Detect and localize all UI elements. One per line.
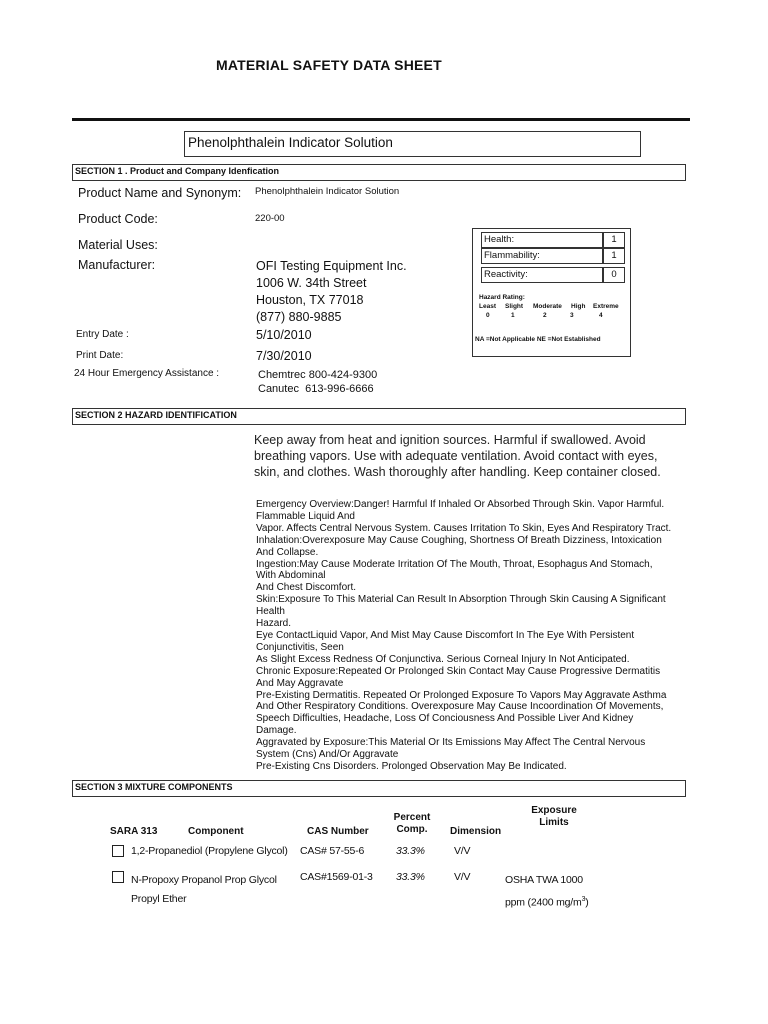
rating-level-moderate: Moderate (533, 303, 562, 310)
overview-line: And Other Respiratory Conditions. Overexposure May Cause Incoordination Of Movements, (256, 701, 664, 713)
health-label: Health: (484, 234, 515, 245)
health-value-cell (603, 232, 625, 248)
col-header-component: Component (188, 826, 244, 837)
overview-line: Pre-Existing Dermatitis. Repeated Or Prolonged Exposure To Vapors May Aggravate Asthma (256, 689, 667, 701)
entry-date-value: 5/10/2010 (256, 328, 312, 342)
overview-line: Pre-Existing Cns Disorders. Prolonged Observation May Be Indicated. (256, 760, 567, 772)
rating-number-2: 2 (543, 312, 547, 319)
entry-date-label: Entry Date : (76, 329, 129, 340)
overview-line: Emergency Overview:Danger! Harmful If Inhaled Or Absorbed Through Skin. Vapor Harmful. (256, 499, 665, 510)
hazard-rating-title: Hazard Rating: (479, 294, 525, 301)
row2-component-line2: Propyl Ether (131, 893, 187, 905)
section2-header (72, 408, 686, 425)
row2-percent: 33.3% (396, 871, 425, 883)
overview-line: And May Aggravate (256, 677, 344, 689)
row2-cas: CAS#1569-01-3 (300, 871, 373, 883)
rating-level-least: Least (479, 303, 496, 310)
reactivity-value: 0 (611, 269, 617, 280)
overview-line: Aggravated by Exposure:This Material Or Its Emissions May Affect The Central Nervous (256, 737, 646, 749)
section3-header-text: SECTION 3 MIXTURE COMPONENTS (75, 782, 233, 792)
row2-exposure-line2 (505, 890, 589, 913)
flammability-label: Flammability: (484, 250, 540, 261)
rating-number-4: 4 (599, 312, 603, 319)
col-header-exposure: Exposure Limits (531, 805, 577, 828)
rating-level-extreme: Extreme (593, 303, 619, 310)
material-uses-label: Material Uses: (78, 238, 158, 252)
product-code-value: 220-00 (255, 213, 285, 224)
overview-line: As Slight Excess Redness Of Conjunctiva. Serious Corneal Injury In Not Anticipated. (256, 653, 630, 665)
health-value: 1 (611, 234, 617, 245)
row1-component: 1,2-Propanediol (Propylene Glycol) (131, 845, 288, 857)
col-header-percent: Percent Comp. (393, 812, 431, 835)
emergency-chemtrec: Chemtrec 800-424-9300 (258, 369, 378, 381)
row2-exposure-close: ) (585, 896, 589, 909)
row2-exposure-line1: OSHA TWA 1000 (505, 874, 583, 886)
overview-line: Hazard. (256, 618, 292, 630)
product-name-label: Product Name and Synonym: (78, 186, 242, 200)
overview-line: Skin:Exposure To This Material Can Result In Absorption Through Skin Causing A Significant (256, 594, 666, 606)
overview-line: Flammable Liquid And (256, 510, 355, 522)
product-code-label: Product Code: (78, 212, 158, 226)
row2-component (131, 871, 277, 909)
manufacturer-street: 1006 W. 34th Street (256, 276, 367, 290)
flammability-value-cell (603, 248, 625, 264)
overview-line: And Chest Discomfort. (256, 582, 357, 594)
manufacturer-city: Houston, TX 77018 (256, 293, 364, 307)
rating-level-high: High (571, 303, 586, 310)
overview-line: Speech Difficulties, Headache, Loss Of Conciousness And Possible Liver And Kidney (256, 713, 634, 725)
product-name-value: Phenolphthalein Indicator Solution (255, 186, 400, 197)
overview-line: Health (256, 606, 285, 618)
col-header-cas: CAS Number (307, 826, 369, 837)
emergency-overview (256, 499, 686, 773)
print-date-label: Print Date: (76, 350, 124, 361)
row2-exposure (505, 871, 589, 913)
emergency-canutec: Canutec 613-996-6666 (258, 383, 374, 395)
product-name-box-text: Phenolphthalein Indicator Solution (188, 135, 393, 150)
rating-number-0: 0 (486, 312, 490, 319)
section1-header-text: SECTION 1 . Product and Company Idenfication (75, 166, 280, 176)
reactivity-label: Reactivity: (484, 269, 528, 280)
row2-dimension: V/V (454, 871, 471, 883)
document-title: MATERIAL SAFETY DATA SHEET (216, 57, 442, 73)
row1-percent: 33.3% (396, 845, 425, 857)
reactivity-row (481, 267, 603, 283)
hazard-abbreviation-note: NA =Not Applicable NE =Not Established (475, 336, 601, 343)
flammability-value: 1 (611, 250, 617, 261)
print-date-value: 7/30/2010 (256, 349, 312, 363)
product-name-box (184, 131, 641, 157)
emergency-numbers (258, 368, 377, 396)
row1-cas: CAS# 57-55-6 (300, 845, 365, 857)
manufacturer-address (256, 258, 407, 326)
section2-header-text: SECTION 2 HAZARD IDENTIFICATION (75, 410, 237, 420)
hazard-warning-text: Keep away from heat and ignition sources. Harmful if swallowed. Avoid breathing vapors. Use with adequate ventilation. Avoid contact with eyes, skin, and clothes. Wash thoroughly after handling. Keep container closed. (254, 433, 661, 479)
row2-exposure-superscript: 3 (581, 896, 586, 903)
health-row (481, 232, 603, 248)
hazard-rating-box (472, 228, 631, 357)
manufacturer-phone: (877) 880-9885 (256, 310, 342, 324)
overview-line: With Abdominal (256, 570, 326, 582)
manufacturer-name: OFI Testing Equipment Inc. (256, 259, 407, 273)
sara-checkbox[interactable] (112, 871, 124, 883)
overview-line: Conjunctivitis, Seen (256, 641, 344, 653)
row2-component-line1: N-Propoxy Propanol Prop Glycol (131, 874, 277, 886)
flammability-row (481, 248, 603, 264)
overview-line: And Collapse. (256, 546, 319, 558)
section3-header (72, 780, 686, 797)
manufacturer-label: Manufacturer: (78, 258, 156, 272)
overview-line: Ingestion:May Cause Moderate Irritation Of The Mouth, Throat, Esophagus And Stomach, (256, 558, 653, 570)
col-header-dimension: Dimension (450, 826, 502, 837)
row2-exposure-main: ppm (2400 mg/m (505, 896, 582, 909)
rating-number-1: 1 (511, 312, 515, 319)
title-divider (72, 118, 690, 121)
col-header-sara: SARA 313 (110, 826, 158, 837)
sara-checkbox[interactable] (112, 845, 124, 857)
overview-line: Chronic Exposure:Repeated Or Prolonged Skin Contact May Cause Progressive Dermatitis (256, 665, 661, 677)
row1-dimension: V/V (454, 845, 471, 857)
overview-line: Damage. (256, 725, 297, 737)
rating-number-3: 3 (570, 312, 574, 319)
section1-header (72, 164, 686, 181)
overview-line: Vapor. Affects Central Nervous System. Causes Irritation To Skin, Eyes And Respiratory Tract. (256, 522, 672, 534)
overview-line: System (Cns) And/Or Aggravate (256, 749, 399, 761)
rating-level-slight: Slight (505, 303, 524, 310)
overview-line: Eye ContactLiquid Vapor, And Mist May Cause Discomfort In The Eye With Persistent (256, 629, 635, 641)
emergency-label: 24 Hour Emergency Assistance : (74, 368, 220, 379)
overview-line: Inhalation:Overexposure May Cause Coughing, Shortness Of Breath Dizziness, Intoxication (256, 534, 662, 546)
reactivity-value-cell (603, 267, 625, 283)
